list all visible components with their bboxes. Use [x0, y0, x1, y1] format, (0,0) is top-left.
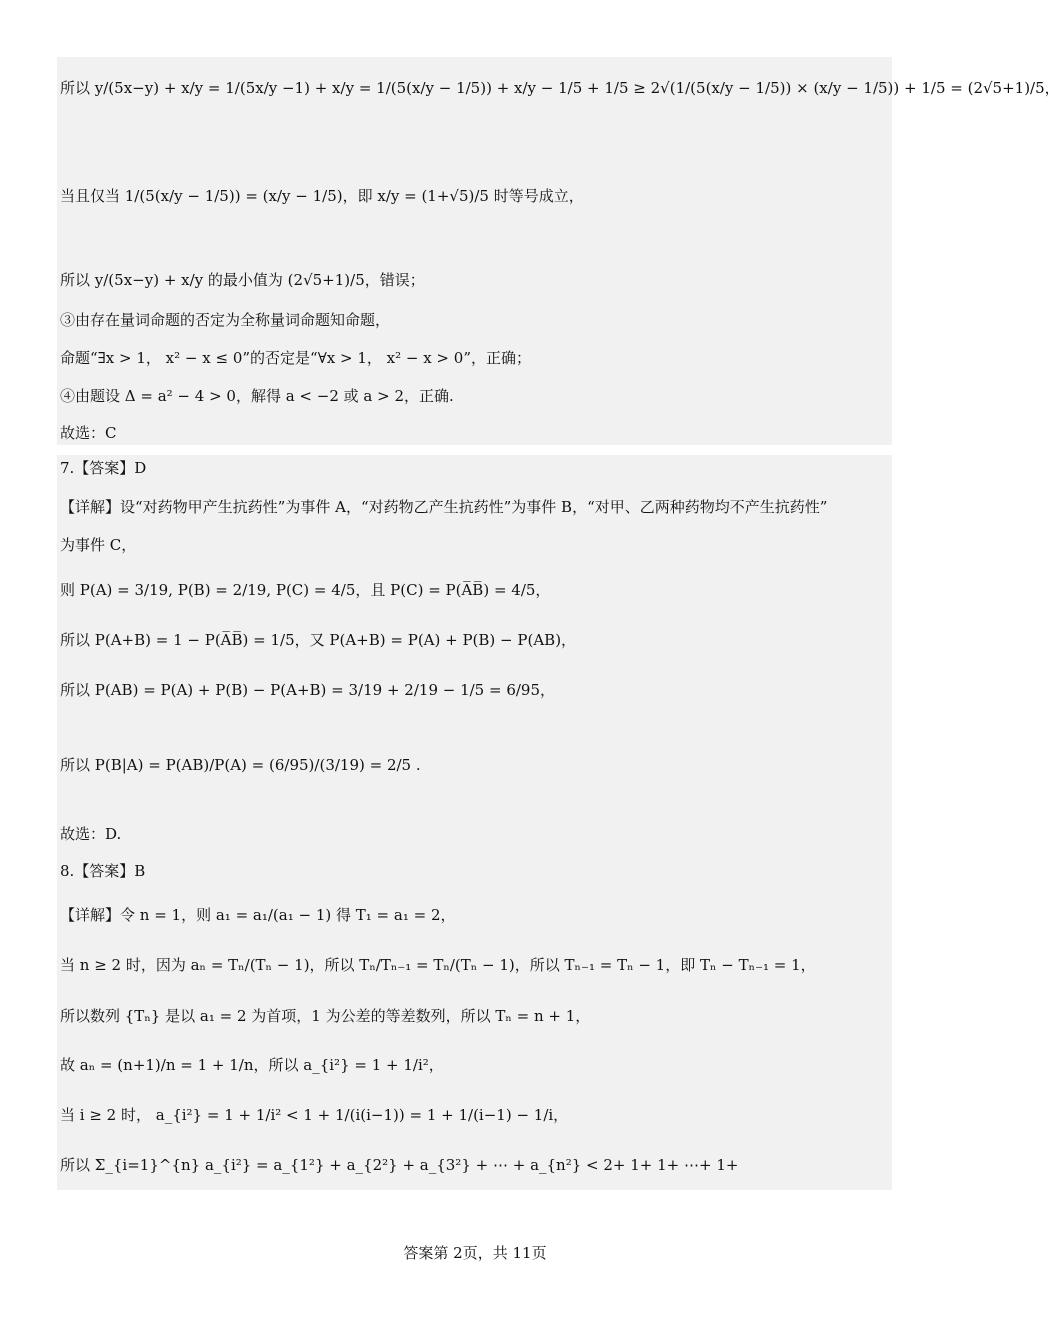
line-4: ③由存在量词命题的否定为全称量词命题知命题， [60, 311, 391, 329]
line-2: 当且仅当 1/(5(x/y − 1/5)) = (x/y − 1/5)，即 x/y = (1+√5)/5 时等号成立， [60, 187, 584, 205]
line-3: 所以 y/(5x−y) + x/y 的最小值为 (2√5+1)/5，错误； [60, 271, 425, 289]
line-15: 故选：D. [60, 825, 122, 843]
line-20: 故 aₙ = (n+1)/n = 1 + 1/n，所以 a_{i²} = 1 + 1/i²， [60, 1056, 444, 1074]
page-footer: 答案第 2页，共 11页 [403, 1244, 547, 1262]
line-14: 所以 P(B|A) = P(AB)/P(A) = (6/95)/(3/19) = 2/5 . [60, 756, 421, 774]
line-11: 则 P(A) = 3/19, P(B) = 2/19, P(C) = 4/5，且 P(C) = P(A̅B̅) = 4/5， [60, 581, 551, 599]
line-21: 当 i ≥ 2 时， a_{i²} = 1 + 1/i² < 1 + 1/(i(i−1)) = 1 + 1/(i−1) − 1/i， [60, 1106, 569, 1124]
highlight-block-bottom [57, 455, 892, 1190]
line-6: ④由题设 Δ = a² − 4 > 0，解得 a < −2 或 a > 2，正确. [60, 387, 454, 405]
line-19: 所以数列 {Tₙ} 是以 a₁ = 2 为首项，1 为公差的等差数列，所以 Tₙ = n + 1， [60, 1007, 591, 1025]
line-1: 所以 y/(5x−y) + x/y = 1/(5x/y −1) + x/y = 1/(5(x/y − 1/5)) + x/y − 1/5 + 1/5 ≥ 2√(1/(5(x/y − 1/5)) × (x/y − 1/5)) + 1/5 = (2√5+1)/5， [60, 79, 1060, 97]
line-10: 为事件 C， [60, 536, 137, 554]
line-22: 所以 Σ_{i=1}^{n} a_{i²} = a_{1²} + a_{2²} + a_{3²} + ⋯ + a_{n²} < 2+ 1+ 1+ ⋯+ 1+ [60, 1156, 739, 1174]
line-12: 所以 P(A+B) = 1 − P(A̅B̅) = 1/5，又 P(A+B) = P(A) + P(B) − P(AB)， [60, 631, 577, 649]
line-7: 故选：C [60, 424, 117, 442]
line-13: 所以 P(AB) = P(A) + P(B) − P(A+B) = 3/19 + 2/19 − 1/5 = 6/95， [60, 681, 556, 699]
line-17: 【详解】令 n = 1，则 a₁ = a₁/(a₁ − 1) 得 T₁ = a₁ = 2， [60, 906, 456, 924]
line-8: 7.【答案】D [60, 459, 147, 477]
line-5: 命题“∃x > 1， x² − x ≤ 0”的否定是“∀x > 1， x² − x > 0”，正确； [60, 349, 531, 367]
line-18: 当 n ≥ 2 时，因为 aₙ = Tₙ/(Tₙ − 1)，所以 Tₙ/Tₙ₋₁ = Tₙ/(Tₙ − 1)，所以 Tₙ₋₁ = Tₙ − 1，即 Tₙ − Tₙ₋₁ = 1， [60, 956, 816, 974]
line-16: 8.【答案】B [60, 862, 146, 880]
line-9: 【详解】设“对药物甲产生抗药性”为事件 A，“对药物乙产生抗药性”为事件 B，“对甲、乙两种药物均不产生抗药性” [60, 498, 828, 516]
